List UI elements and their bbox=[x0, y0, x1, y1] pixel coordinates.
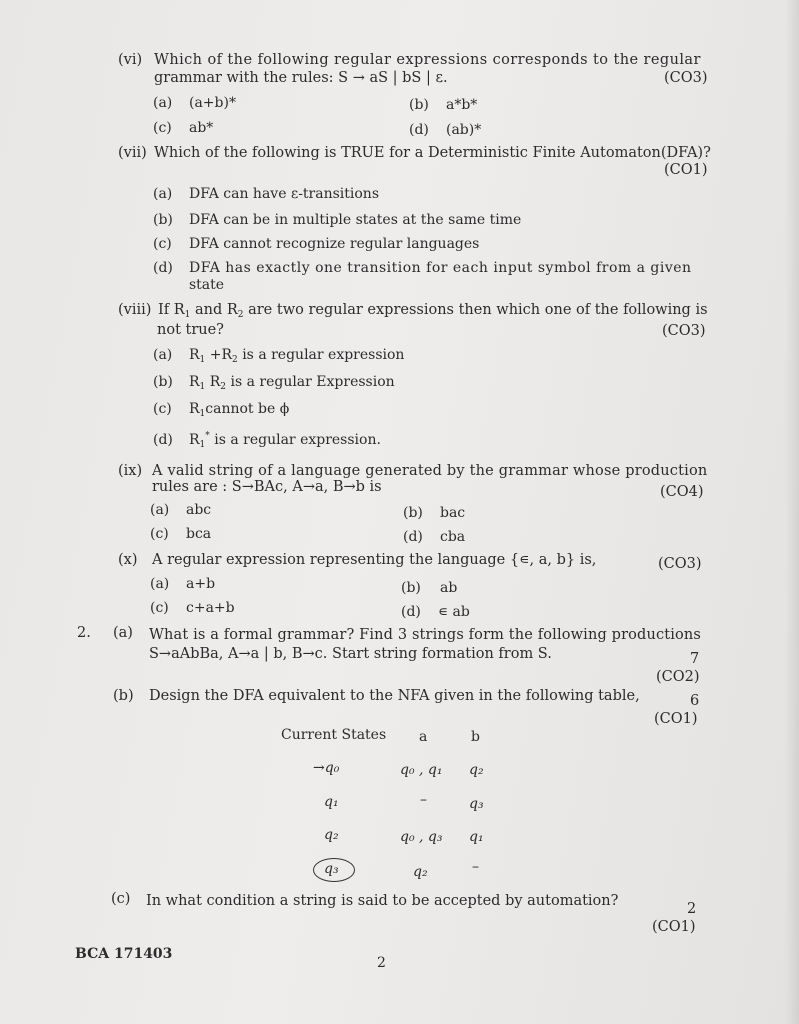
q-vi-line2: grammar with the rules: S → aS | bS | ε. bbox=[154, 70, 448, 86]
table-row-1-state: q₁ bbox=[324, 794, 339, 810]
q-viii-opt-b-text: $R_1$ $R_2$ is a regular Expression bbox=[189, 374, 395, 392]
q-vi-co: (CO3) bbox=[664, 70, 708, 86]
q-x-opt-b-key: (b) bbox=[401, 580, 421, 596]
q-ix-opt-b-text: bac bbox=[440, 505, 466, 521]
q-x-opt-c-key: (c) bbox=[150, 600, 169, 616]
q-vi-opt-c-text: ab* bbox=[189, 120, 214, 136]
q-x-opt-b-text: ab bbox=[440, 580, 458, 596]
q-vii-opt-c-text: DFA cannot recognize regular languages bbox=[189, 236, 480, 252]
table-row-1-b: q₃ bbox=[469, 796, 484, 812]
q-x-co: (CO3) bbox=[658, 556, 702, 572]
q-vii-co: (CO1) bbox=[664, 162, 708, 178]
q-viii-number: (viii) bbox=[118, 302, 152, 318]
q-viii-co: (CO3) bbox=[662, 323, 706, 339]
q-ix-opt-a-text: abc bbox=[186, 502, 212, 518]
table-row-0-state: →q₀ bbox=[313, 760, 340, 776]
q-x-opt-a-text: a+b bbox=[186, 576, 216, 592]
q-vi-opt-d-text: (ab)* bbox=[446, 122, 482, 138]
q-x-opt-c-text: c+a+b bbox=[186, 600, 235, 616]
q-ix-opt-d-key: (d) bbox=[403, 529, 423, 545]
table-row-2-b: q₁ bbox=[469, 829, 484, 845]
q-x-opt-a-key: (a) bbox=[150, 576, 170, 592]
table-row-2-state: q₂ bbox=[324, 827, 339, 843]
table-row-3-a: q₂ bbox=[413, 864, 428, 880]
q2c-key: (c) bbox=[111, 891, 131, 907]
table-row-0-b: q₂ bbox=[469, 762, 484, 778]
q-viii-opt-c-key: (c) bbox=[153, 401, 172, 417]
q-vi-number: (vi) bbox=[118, 52, 143, 68]
table-header-current-states: Current States bbox=[281, 727, 387, 743]
q-viii-line2: not true? bbox=[157, 322, 224, 338]
q2b-marks: 6 bbox=[690, 693, 700, 709]
q-x-line1: A regular expression representing the language {∊, a, b} is, bbox=[152, 552, 597, 568]
q-vii-opt-b-key: (b) bbox=[153, 212, 173, 228]
q-vi-opt-b-text: a*b* bbox=[446, 97, 478, 113]
q-x-number: (x) bbox=[118, 552, 138, 568]
q-ix-opt-c-text: bca bbox=[186, 526, 212, 542]
q-viii-opt-a-text: $R_1 +R_2$ is a regular expression bbox=[189, 347, 405, 365]
page-edge-shadow bbox=[785, 0, 799, 1024]
q-viii-opt-d-text: $R_1^*$ is a regular expression. bbox=[189, 431, 381, 450]
table-row-1-a: – bbox=[420, 792, 427, 808]
course-code: BCA 171403 bbox=[75, 946, 173, 962]
q-viii-opt-d-key: (d) bbox=[153, 432, 173, 448]
q-ix-line2: rules are : S→BAc, A→a, B→b is bbox=[152, 479, 382, 495]
table-header-b: b bbox=[471, 729, 480, 745]
q-x-opt-d-text: ∊ ab bbox=[438, 604, 470, 620]
q-vi-line1: Which of the following regular expressions corresponds to the regular bbox=[154, 52, 701, 68]
table-row-0-a: q₀ , q₁ bbox=[400, 762, 443, 778]
q-viii-opt-a-key: (a) bbox=[153, 347, 173, 363]
q-vi-opt-a-key: (a) bbox=[153, 95, 173, 111]
q2b-line1: Design the DFA equivalent to the NFA given in the following table, bbox=[149, 688, 640, 704]
q2c-marks: 2 bbox=[687, 901, 697, 917]
q2a-marks: 7 bbox=[690, 651, 700, 667]
q2a-co: (CO2) bbox=[656, 669, 700, 685]
q-viii-line1: If $R_1$ and $R_2$ are two regular expressions then which one of the following is bbox=[158, 302, 708, 320]
q-ix-number: (ix) bbox=[118, 463, 143, 479]
q-ix-opt-b-key: (b) bbox=[403, 505, 423, 521]
q2a-key: (a) bbox=[113, 625, 133, 641]
q-vii-opt-b-text: DFA can be in multiple states at the same time bbox=[189, 212, 522, 228]
q-vi-opt-a-text: (a+b)* bbox=[189, 95, 236, 111]
q-vi-opt-b-key: (b) bbox=[409, 97, 429, 113]
page-number: 2 bbox=[377, 955, 386, 971]
q2a-line1: What is a formal grammar? Find 3 strings form the following productions bbox=[149, 627, 701, 643]
q-ix-opt-a-key: (a) bbox=[150, 502, 170, 518]
q2c-co: (CO1) bbox=[652, 919, 696, 935]
q-vii-line1: Which of the following is TRUE for a Deterministic Finite Automaton(DFA)? bbox=[154, 145, 711, 161]
q-vi-opt-c-key: (c) bbox=[153, 120, 172, 136]
table-row-2-a: q₀ , q₃ bbox=[400, 829, 443, 845]
q2b-co: (CO1) bbox=[654, 711, 698, 727]
q-vii-opt-d-text2: state bbox=[189, 277, 225, 293]
q-vii-opt-d-key: (d) bbox=[153, 260, 173, 276]
q-vii-opt-a-key: (a) bbox=[153, 186, 173, 202]
q-ix-co: (CO4) bbox=[660, 484, 704, 500]
q-vii-opt-a-text: DFA can have ε-transitions bbox=[189, 186, 380, 202]
q-ix-line1: A valid string of a language generated by the grammar whose production bbox=[152, 463, 708, 479]
q-x-opt-d-key: (d) bbox=[401, 604, 421, 620]
q-vii-number: (vii) bbox=[118, 145, 147, 161]
table-header-a: a bbox=[419, 729, 428, 745]
q-viii-opt-c-text: $R_1cannot$ be ϕ bbox=[189, 401, 290, 419]
table-row-3-b: – bbox=[472, 859, 479, 875]
q-vi-opt-d-key: (d) bbox=[409, 122, 429, 138]
q-ix-opt-d-text: cba bbox=[440, 529, 466, 545]
q2-number: 2. bbox=[77, 625, 91, 641]
q2b-key: (b) bbox=[113, 688, 134, 704]
q-viii-opt-b-key: (b) bbox=[153, 374, 173, 390]
q-vii-opt-c-key: (c) bbox=[153, 236, 172, 252]
q2c-line1: In what condition a string is said to be accepted by automation? bbox=[146, 893, 619, 909]
table-row-3-state: q₃ bbox=[324, 861, 339, 877]
q-vii-opt-d-text: DFA has exactly one transition for each input symbol from a given bbox=[189, 260, 692, 276]
q2a-line2: S→aAbBa, A→a | b, B→c. Start string formation from S. bbox=[149, 646, 552, 662]
q-ix-opt-c-key: (c) bbox=[150, 526, 169, 542]
